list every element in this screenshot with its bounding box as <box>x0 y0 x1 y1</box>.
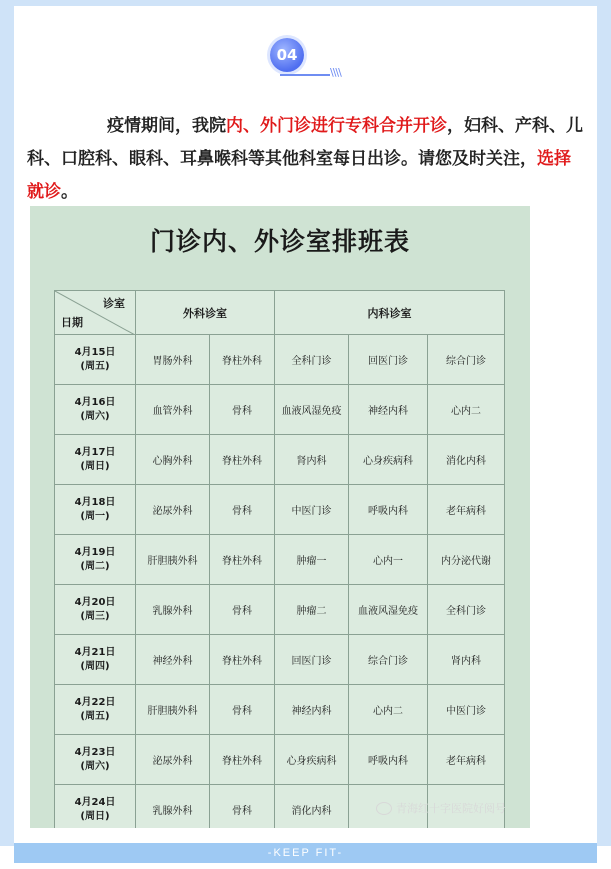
badge-slash-decoration: \\\\ <box>330 66 341 79</box>
date-text: 4月18日 <box>74 496 116 508</box>
section-number: 04 <box>276 46 298 64</box>
footer-bar <box>14 843 597 863</box>
date-cell <box>55 685 136 735</box>
department-cell: 泌尿外科 <box>136 485 210 535</box>
date-text: 4月16日 <box>74 396 116 408</box>
frame-left <box>0 0 14 846</box>
department-cell: 肿瘤二 <box>275 585 349 635</box>
schedule-row <box>55 585 505 635</box>
text-segment: 。 <box>61 182 78 202</box>
department-cell: 内分泌代谢 <box>428 535 505 585</box>
department-cell: 中医门诊 <box>428 685 505 735</box>
frame-top <box>0 0 611 6</box>
date-text: 4月22日 <box>74 696 116 708</box>
date-cell <box>55 585 136 635</box>
department-cell: 肾内科 <box>275 435 349 485</box>
department-cell: 脊柱外科 <box>210 335 275 385</box>
department-cell: 回医门诊 <box>275 635 349 685</box>
schedule-row <box>55 685 505 735</box>
department-cell: 胃肠外科 <box>136 335 210 385</box>
date-cell <box>55 785 136 829</box>
weekday-text: (周五) <box>80 710 110 722</box>
schedule-title: 门诊内、外诊室排班表 <box>149 227 410 256</box>
department-cell: 肾内科 <box>428 635 505 685</box>
weekday-text: (周五) <box>80 360 110 372</box>
watermark-text: 青海红十字医院好阅号 <box>396 802 506 815</box>
department-cell: 消化内科 <box>275 785 349 829</box>
schedule-row <box>55 435 505 485</box>
date-text: 4月24日 <box>74 796 116 808</box>
department-cell: 脊柱外科 <box>210 635 275 685</box>
department-cell: 心身疾病科 <box>275 735 349 785</box>
schedule-row <box>55 635 505 685</box>
department-cell: 全科门诊 <box>275 335 349 385</box>
department-cell: 骨科 <box>210 485 275 535</box>
notice-paragraph <box>27 110 583 209</box>
department-cell: 骨科 <box>210 785 275 829</box>
date-cell <box>55 385 136 435</box>
text-segment: ，妇科、产科、儿科、口腔科、眼科、耳鼻喉科等其他科室每日出诊。请您及时关注， <box>27 116 583 169</box>
text-segment: 疫情期间，我院 <box>107 116 226 136</box>
section-number-badge <box>270 38 304 72</box>
schedule-image <box>30 206 530 828</box>
department-cell: 血管外科 <box>136 385 210 435</box>
schedule-row <box>55 385 505 435</box>
date-label: 日期 <box>61 316 83 329</box>
weekday-text: (周六) <box>80 760 110 772</box>
date-cell <box>55 335 136 385</box>
department-cell: 肝胆胰外科 <box>136 685 210 735</box>
weekday-text: (周一) <box>80 510 110 522</box>
department-cell: 心内二 <box>349 685 428 735</box>
department-cell: 神经内科 <box>275 685 349 735</box>
schedule-table <box>54 290 505 828</box>
wechat-icon <box>376 802 392 815</box>
department-cell: 神经外科 <box>136 635 210 685</box>
weekday-text: (周四) <box>80 660 110 672</box>
department-cell: 血液风湿免疫 <box>275 385 349 435</box>
date-cell <box>55 535 136 585</box>
department-cell: 脊柱外科 <box>210 535 275 585</box>
badge-underline <box>280 74 330 76</box>
schedule-row <box>55 535 505 585</box>
highlight-merged-clinics: 内、外门诊进行专科合并开诊 <box>226 116 447 136</box>
department-cell: 泌尿外科 <box>136 735 210 785</box>
date-text: 4月17日 <box>74 446 116 458</box>
department-cell: 心身疾病科 <box>349 435 428 485</box>
department-cell: 乳腺外科 <box>136 785 210 829</box>
department-cell: 肿瘤一 <box>275 535 349 585</box>
header-corner-cell <box>55 291 136 335</box>
department-cell: 老年病科 <box>428 485 505 535</box>
department-cell: 脊柱外科 <box>210 435 275 485</box>
department-cell: 血液风湿免疫 <box>349 585 428 635</box>
date-cell <box>55 735 136 785</box>
date-text: 4月19日 <box>74 546 116 558</box>
department-cell: 综合门诊 <box>349 635 428 685</box>
department-cell: 乳腺外科 <box>136 585 210 635</box>
date-cell <box>55 485 136 535</box>
department-cell: 呼吸内科 <box>349 735 428 785</box>
department-cell: 回医门诊 <box>349 335 428 385</box>
surgery-header: 外科诊室 <box>136 291 275 335</box>
department-cell: 老年病科 <box>428 735 505 785</box>
weekday-text: (周三) <box>80 610 110 622</box>
watermark <box>376 800 506 816</box>
department-cell: 骨科 <box>210 685 275 735</box>
date-text: 4月21日 <box>74 646 116 658</box>
internal-header: 内科诊室 <box>275 291 505 335</box>
footer-text: -KEEP FIT- <box>267 847 344 859</box>
department-cell: 肝胆胰外科 <box>136 535 210 585</box>
date-text: 4月20日 <box>74 596 116 608</box>
date-cell <box>55 435 136 485</box>
weekday-text: (周六) <box>80 410 110 422</box>
department-cell: 心内一 <box>349 535 428 585</box>
date-text: 4月23日 <box>74 746 116 758</box>
department-cell: 脊柱外科 <box>210 735 275 785</box>
department-cell: 全科门诊 <box>428 585 505 635</box>
weekday-text: (周日) <box>80 460 110 472</box>
schedule-row <box>55 485 505 535</box>
highlight-choose-visit: 选择就诊 <box>27 149 571 202</box>
schedule-row <box>55 735 505 785</box>
date-cell <box>55 635 136 685</box>
department-cell: 心内二 <box>428 385 505 435</box>
department-cell: 骨科 <box>210 385 275 435</box>
department-cell: 综合门诊 <box>428 335 505 385</box>
department-cell: 呼吸内科 <box>349 485 428 535</box>
department-cell: 神经内科 <box>349 385 428 435</box>
weekday-text: (周日) <box>80 810 110 822</box>
department-cell: 中医门诊 <box>275 485 349 535</box>
room-label: 诊室 <box>103 297 125 310</box>
department-cell: 心胸外科 <box>136 435 210 485</box>
schedule-row <box>55 335 505 385</box>
department-cell: 消化内科 <box>428 435 505 485</box>
department-cell: 骨科 <box>210 585 275 635</box>
date-text: 4月15日 <box>74 346 116 358</box>
weekday-text: (周二) <box>80 560 110 572</box>
frame-right <box>597 0 611 846</box>
